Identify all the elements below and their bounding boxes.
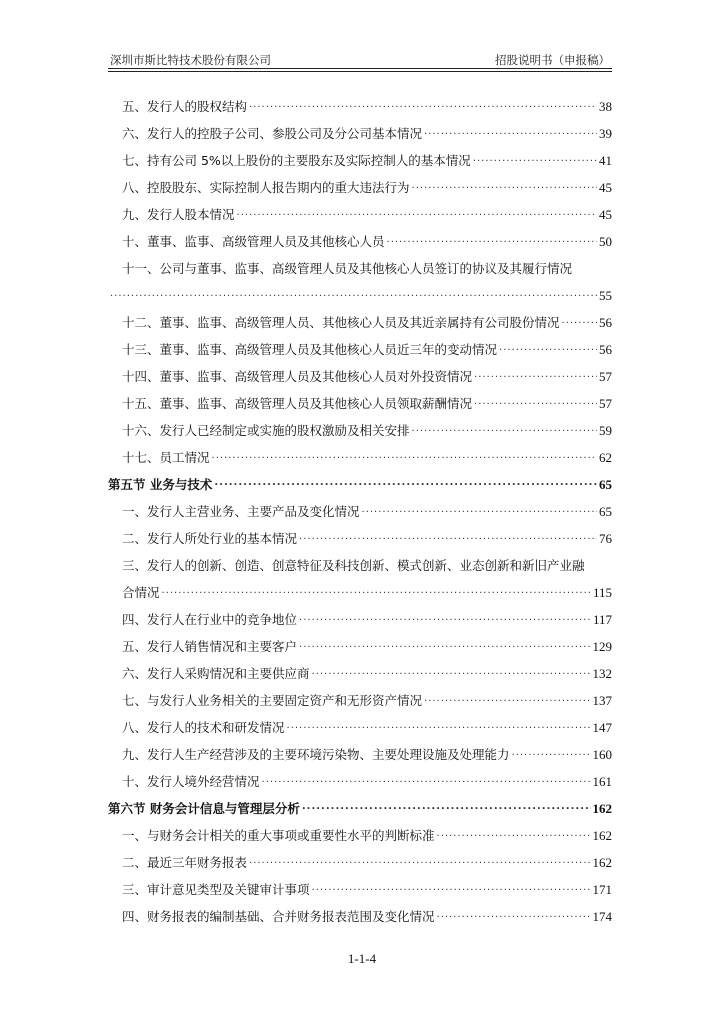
toc-entry-title: 九、发行人股本情况: [108, 207, 237, 223]
toc-leader-dots: [512, 745, 591, 761]
toc-entry-title: 二、最近三年财务报表: [108, 855, 249, 871]
toc-leader-dots: [499, 340, 597, 356]
toc-leader-dots: [412, 421, 597, 437]
toc-page-number: 117: [592, 612, 612, 627]
toc-entry-title: 四、财务报表的编制基础、合并财务报表范围及变化情况: [108, 909, 437, 925]
toc-page-number: 59: [599, 423, 612, 438]
toc-page-number: 38: [599, 99, 612, 114]
header-doc-title: 招股说明书（申报稿）: [495, 53, 610, 67]
toc-leader-dots: [312, 880, 591, 896]
header-rule: [108, 71, 612, 72]
toc-section-heading[interactable]: [108, 790, 612, 817]
toc-entry[interactable]: [108, 682, 612, 709]
toc-leader-dots: [437, 907, 591, 923]
toc-entry-title: 十四、董事、监事、高级管理人员及其他核心人员对外投资情况: [108, 369, 474, 385]
toc-page-number: 171: [592, 882, 612, 897]
toc-page-number: 41: [599, 153, 612, 168]
toc-page-number: 65: [599, 504, 612, 519]
toc-page-number: 137: [592, 693, 612, 708]
toc-entry[interactable]: [108, 88, 612, 115]
toc-leader-dots: [312, 664, 591, 680]
toc-leader-dots: [299, 529, 597, 545]
toc-entry[interactable]: [108, 655, 612, 682]
toc-entry[interactable]: [108, 817, 612, 844]
toc-entry[interactable]: [108, 250, 612, 277]
toc-entry-title: 二、发行人所处行业的基本情况: [108, 531, 299, 547]
toc-entry-title: 第五节 业务与技术: [108, 477, 213, 492]
toc-entry-title: 八、控股股东、实际控制人报告期内的重大违法行为: [108, 180, 412, 196]
toc-entry-title: 六、发行人的控股子公司、参股公司及分公司基本情况: [108, 126, 424, 142]
toc-page-number: 160: [592, 747, 612, 762]
toc-entry-title: 四、发行人在行业中的竞争地位: [108, 612, 299, 628]
toc-entry[interactable]: [108, 169, 612, 196]
toc-leader-dots: [387, 232, 597, 248]
toc-entry-title: 七、持有公司 5%以上股份的主要股东及实际控制人的基本情况: [108, 153, 473, 169]
toc-entry[interactable]: [108, 115, 612, 142]
toc-entry-title: 八、发行人的技术和研发情况: [108, 720, 287, 736]
toc-page-number: 45: [599, 207, 612, 222]
toc-leader-dots: [237, 205, 597, 221]
toc-entry-continuation[interactable]: [108, 277, 612, 304]
page-number: 1-1-4: [347, 951, 377, 966]
toc-page-number: 65: [599, 477, 612, 492]
toc-entry-title: 十五、董事、监事、高级管理人员及其他核心人员领取薪酬情况: [108, 396, 474, 412]
toc-entry[interactable]: [108, 223, 612, 250]
toc-entry-title: 十二、董事、监事、高级管理人员、其他核心人员及其近亲属持有公司股份情况: [108, 315, 562, 331]
toc-entry[interactable]: [108, 331, 612, 358]
table-of-contents: [108, 88, 612, 925]
toc-page-number: 62: [599, 450, 612, 465]
toc-leader-dots: [249, 853, 590, 869]
toc-leader-dots: [162, 583, 591, 599]
toc-page-number: 147: [592, 720, 612, 735]
toc-entry[interactable]: [108, 898, 612, 925]
toc-entry[interactable]: [108, 628, 612, 655]
toc-leader-dots: [474, 394, 597, 410]
toc-entry[interactable]: [108, 385, 612, 412]
header-company: 深圳市斯比特技术股份有限公司: [110, 53, 271, 67]
toc-entry-title: 十六、发行人已经制定或实施的股权激励及相关安排: [108, 423, 412, 439]
toc-page-number: 162: [592, 828, 612, 843]
toc-entry[interactable]: [108, 736, 612, 763]
toc-entry[interactable]: [108, 709, 612, 736]
toc-page-number: 76: [599, 531, 612, 546]
toc-leader-dots: [287, 718, 591, 734]
toc-entry-title: 七、与发行人业务相关的主要固定资产和无形资产情况: [108, 693, 424, 709]
toc-entry-title: 一、发行人主营业务、主要产品及变化情况: [108, 504, 362, 520]
toc-page-number: 56: [599, 342, 612, 357]
toc-page-number: 56: [599, 315, 612, 330]
toc-entry-title: 五、发行人的股权结构: [108, 99, 249, 115]
toc-page-number: 132: [592, 666, 612, 681]
toc-entry-title: 三、审计意见类型及关键审计事项: [108, 882, 312, 898]
toc-leader-dots: [412, 178, 597, 194]
toc-entry-title: 十、董事、监事、高级管理人员及其他核心人员: [108, 234, 387, 250]
toc-leader-dots: [474, 367, 597, 383]
toc-page-number: 57: [599, 396, 612, 411]
toc-entry-title: 第六节 财务会计信息与管理层分析: [108, 801, 300, 816]
toc-entry[interactable]: [108, 196, 612, 223]
toc-entry-title: 十七、员工情况: [108, 450, 212, 466]
toc-entry[interactable]: [108, 871, 612, 898]
toc-leader-dots: [110, 286, 597, 302]
toc-leader-dots: [299, 610, 591, 626]
toc-page-number: 129: [592, 639, 612, 654]
toc-leader-dots: [562, 313, 597, 329]
toc-page-number: 57: [599, 369, 612, 384]
toc-leader-dots: [299, 637, 590, 653]
toc-leader-dots: [214, 475, 597, 491]
toc-entry[interactable]: [108, 358, 612, 385]
toc-entry[interactable]: [108, 304, 612, 331]
toc-entry[interactable]: [108, 601, 612, 628]
toc-leader-dots: [302, 799, 591, 815]
toc-leader-dots: [262, 772, 591, 788]
toc-entry[interactable]: [108, 844, 612, 871]
toc-entry-title: 十三、董事、监事、高级管理人员及其他核心人员近三年的变动情况: [108, 342, 499, 358]
toc-entry-title: 六、发行人采购情况和主要供应商: [108, 666, 312, 682]
toc-page-number: 162: [592, 855, 612, 870]
toc-page-number: 55: [599, 288, 612, 303]
toc-page-number: 45: [599, 180, 612, 195]
toc-leader-dots: [249, 97, 597, 113]
page-header: [108, 50, 612, 69]
toc-entry[interactable]: [108, 142, 612, 169]
toc-leader-dots: [362, 502, 597, 518]
toc-entry-title: 九、发行人生产经营涉及的主要环境污染物、主要处理设施及处理能力: [108, 747, 512, 763]
toc-entry-title: 五、发行人销售情况和主要客户: [108, 639, 299, 655]
toc-entry-title: 三、发行人的创新、创造、创意特征及科技创新、模式创新、业态创新和新旧产业融: [108, 558, 587, 574]
toc-page-number: 162: [592, 801, 612, 816]
toc-entry-title-cont: 合情况: [108, 585, 162, 601]
toc-section-heading[interactable]: [108, 466, 612, 493]
toc-entry[interactable]: [108, 520, 612, 547]
toc-page-number: 115: [592, 585, 612, 600]
toc-entry[interactable]: [108, 493, 612, 520]
toc-entry-title: 一、与财务会计相关的重大事项或重要性水平的判断标准: [108, 828, 437, 844]
toc-leader-dots: [212, 448, 597, 464]
toc-entry[interactable]: [108, 547, 612, 574]
toc-leader-dots: [473, 151, 597, 167]
toc-page-number: 161: [592, 774, 612, 789]
toc-page-number: 50: [599, 234, 612, 249]
toc-leader-dots: [424, 124, 597, 140]
toc-leader-dots: [437, 826, 591, 842]
toc-page-number: 174: [592, 909, 612, 924]
toc-entry-title: 十、发行人境外经营情况: [108, 774, 262, 790]
toc-entry-title: 十一、公司与董事、监事、高级管理人员及其他核心人员签订的协议及其履行情况: [108, 261, 574, 277]
toc-page-number: 39: [599, 126, 612, 141]
toc-entry-continuation[interactable]: [108, 574, 612, 601]
toc-entry[interactable]: [108, 439, 612, 466]
toc-entry[interactable]: [108, 763, 612, 790]
toc-leader-dots: [424, 691, 590, 707]
toc-entry[interactable]: [108, 412, 612, 439]
